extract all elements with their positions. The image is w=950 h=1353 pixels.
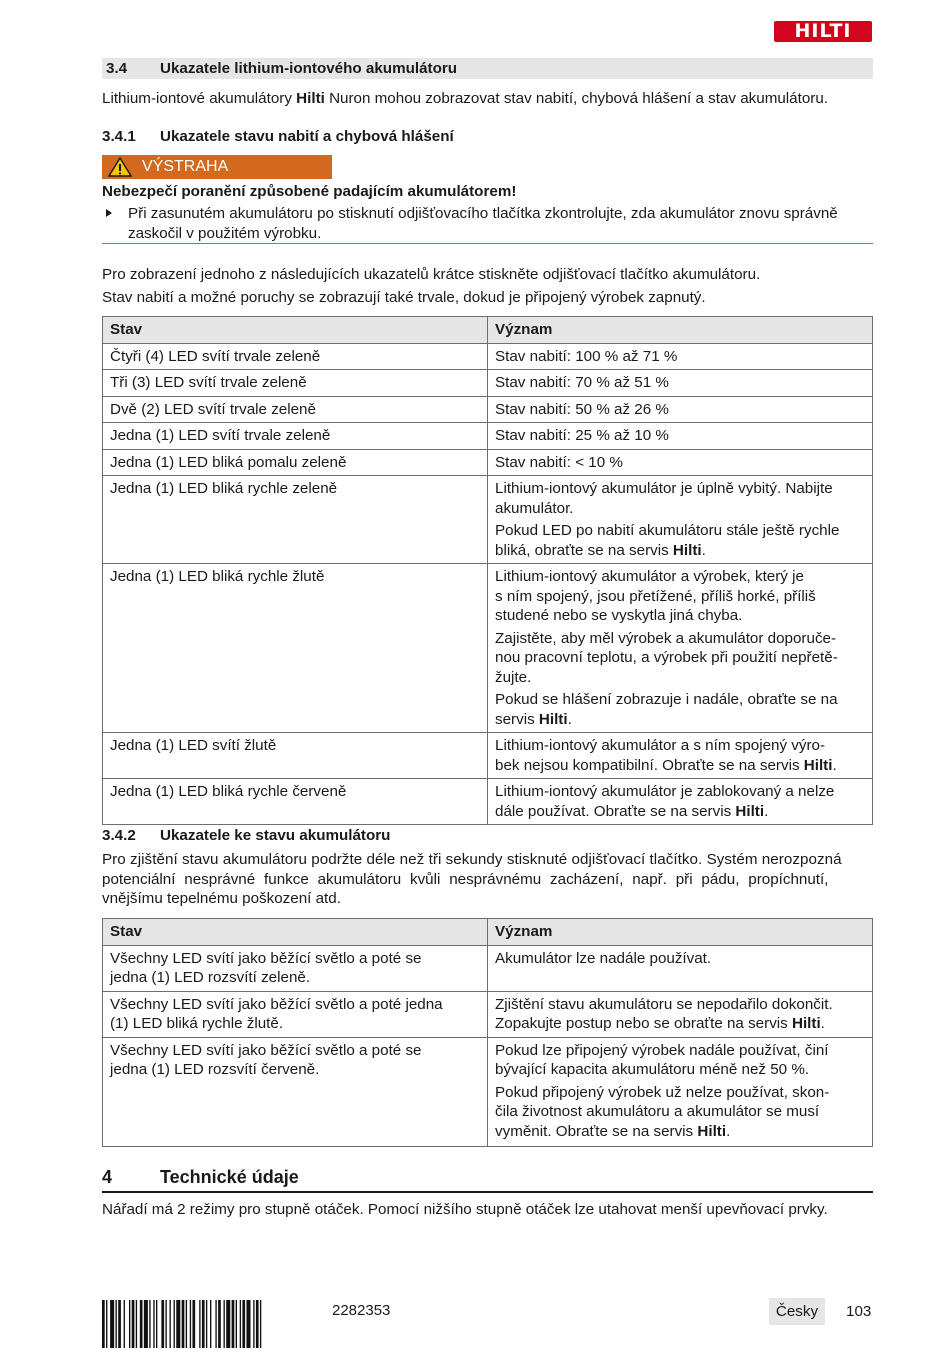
meaning-cell bbox=[488, 733, 873, 779]
meaning-cell bbox=[488, 779, 873, 825]
table-row bbox=[103, 1037, 873, 1147]
charge-state-table bbox=[102, 316, 873, 825]
meaning-line: Zopakujte postup nebo se obraťte na servis bbox=[495, 1015, 792, 1032]
paragraph: Stav nabití a možné poruchy se zobrazují také trvale, dokud je připojený výrobek zapnutý. bbox=[102, 289, 706, 306]
section-title: Technické údaje bbox=[160, 1167, 299, 1187]
table-row bbox=[103, 449, 873, 476]
meaning-cell: Stav nabití: 100 % až 71 % bbox=[488, 343, 873, 370]
paragraph-line: vnějšímu tepelnému poškození atd. bbox=[102, 890, 341, 907]
meaning-cell bbox=[488, 991, 873, 1037]
brand-name: Hilti bbox=[538, 710, 568, 728]
state-cell: Jedna (1) LED svítí trvale zeleně bbox=[103, 423, 488, 450]
meaning-line: akumulátor. bbox=[495, 499, 574, 517]
column-header-state: Stav bbox=[103, 919, 488, 946]
hilti-logo bbox=[774, 21, 872, 42]
meaning-cell bbox=[488, 1037, 873, 1147]
state-cell: Jedna (1) LED bliká rychle červeně bbox=[103, 779, 488, 825]
section-3-4-heading bbox=[102, 58, 873, 79]
meaning-cell: Stav nabití: 70 % až 51 % bbox=[488, 370, 873, 397]
column-header-meaning: Význam bbox=[488, 317, 873, 344]
punctuation: . bbox=[764, 802, 769, 820]
battery-state-table bbox=[102, 918, 873, 1147]
brand-name: Hilti bbox=[803, 756, 833, 774]
meaning-line: dále používat. Obraťte se na servis bbox=[495, 802, 736, 820]
paragraph-line: Pro zjištění stavu akumulátoru podržte déle než tři sekundy stisknuté odjišťovací tlačítko. Systém nerozpozná bbox=[102, 851, 842, 868]
warning-label: VÝSTRAHA bbox=[142, 158, 229, 175]
meaning-line: s ním spojený, jsou přetížené, příliš horké, příliš bbox=[495, 587, 816, 605]
brand-name: Hilti bbox=[791, 1015, 821, 1032]
table-row bbox=[103, 423, 873, 450]
warning-banner bbox=[102, 155, 332, 179]
document-code: 2282353 bbox=[332, 1302, 391, 1319]
punctuation: . bbox=[567, 710, 572, 728]
meaning-cell bbox=[488, 476, 873, 564]
table-row bbox=[103, 396, 873, 423]
warning-divider bbox=[102, 243, 873, 244]
section-number: 4 bbox=[102, 1167, 113, 1187]
warning-bullet bbox=[102, 204, 873, 243]
state-line: Všechny LED svítí jako běžící světlo a poté se bbox=[110, 1041, 422, 1059]
punctuation: . bbox=[832, 756, 837, 774]
section-3-4-1-heading bbox=[102, 127, 873, 147]
table-row bbox=[103, 733, 873, 779]
logo-text: HILTI bbox=[794, 20, 852, 42]
punctuation: . bbox=[701, 541, 706, 559]
table-row bbox=[103, 991, 873, 1037]
state-line: jedna (1) LED rozsvítí červeně. bbox=[110, 1061, 320, 1078]
state-cell: Jedna (1) LED bliká pomalu zeleně bbox=[103, 449, 488, 476]
column-header-state: Stav bbox=[103, 317, 488, 344]
meaning-line: Pokud připojený výrobek už nelze používat, skon- bbox=[495, 1083, 830, 1101]
state-cell: Tři (3) LED svítí trvale zeleně bbox=[103, 370, 488, 397]
section-3-4-2-heading bbox=[102, 826, 873, 846]
meaning-line: bývající kapacita akumulátoru méně než 50 %. bbox=[495, 1061, 810, 1078]
brand-name: Hilti bbox=[296, 90, 325, 107]
meaning-line: Lithium-iontový akumulátor a s ním spojený výro- bbox=[495, 737, 826, 754]
meaning-line: žujte. bbox=[495, 668, 532, 686]
subsection-number: 3.4.1 bbox=[102, 128, 136, 145]
bullet-arrow-icon bbox=[106, 209, 112, 217]
meaning-line: vyměnit. Obraťte se na servis bbox=[495, 1122, 698, 1140]
meaning-cell bbox=[488, 564, 873, 733]
state-cell: Dvě (2) LED svítí trvale zeleně bbox=[103, 396, 488, 423]
state-cell bbox=[103, 1037, 488, 1147]
meaning-cell: Stav nabití: < 10 % bbox=[488, 449, 873, 476]
table-row bbox=[103, 370, 873, 397]
table-header-row bbox=[103, 919, 873, 946]
section-number: 3.4 bbox=[106, 60, 128, 77]
meaning-line: čila životnost akumulátoru a akumulátor se musí bbox=[495, 1103, 820, 1120]
state-cell bbox=[103, 945, 488, 991]
meaning-cell: Stav nabití: 50 % až 26 % bbox=[488, 396, 873, 423]
subsection-number: 3.4.2 bbox=[102, 827, 136, 844]
subsection-title: Ukazatele stavu nabití a chybová hlášení bbox=[160, 128, 454, 145]
warning-bullet-line: zaskočil v použitém výrobku. bbox=[128, 224, 322, 242]
meaning-line: Lithium-iontový akumulátor je úplně vybitý. Nabijte bbox=[495, 480, 833, 497]
section-title: Ukazatele lithium-iontového akumulátoru bbox=[160, 60, 458, 77]
meaning-line: nou pracovní teplotu, a výrobek při použití nepřetě- bbox=[495, 649, 838, 666]
state-line: Všechny LED svítí jako běžící světlo a poté se bbox=[110, 949, 422, 967]
intro-text: Lithium-iontové akumulátory bbox=[102, 90, 297, 107]
page-number: 103 bbox=[846, 1303, 872, 1320]
meaning-line: studené nebo se vyskytla jiná chyba. bbox=[495, 607, 743, 624]
paragraph-line: potenciální nesprávné funkce akumulátoru kvůli nesprávnému zacházení, např. při pádu, propíchnutí, bbox=[102, 870, 829, 888]
meaning-line: Lithium-iontový akumulátor a výrobek, který je bbox=[495, 568, 804, 585]
meaning-line: Pokud lze připojený výrobek nadále používat, činí bbox=[495, 1041, 829, 1059]
meaning-line: bek nejsou kompatibilní. Obraťte se na servis bbox=[495, 756, 804, 774]
warning-triangle-icon bbox=[108, 157, 132, 177]
brand-name: Hilti bbox=[697, 1122, 727, 1140]
state-cell: Jedna (1) LED bliká rychle zeleně bbox=[103, 476, 488, 564]
state-line: (1) LED bliká rychle žlutě. bbox=[110, 1015, 284, 1032]
brand-name: Hilti bbox=[672, 541, 702, 559]
table-row bbox=[103, 476, 873, 564]
state-line: jedna (1) LED rozsvítí zeleně. bbox=[110, 969, 311, 986]
paragraph: Nářadí má 2 režimy pro stupně otáček. Pomocí nižšího stupně otáček lze utahovat menší upevňovací prvky. bbox=[102, 1201, 828, 1218]
meaning-line: Lithium-iontový akumulátor je zablokovaný a nelze bbox=[495, 783, 835, 800]
meaning-line: Pokud se hlášení zobrazuje i nadále, obraťte se na bbox=[495, 691, 838, 708]
section-3-4-intro bbox=[102, 89, 873, 109]
punctuation: . bbox=[820, 1015, 825, 1032]
state-cell: Jedna (1) LED bliká rychle žlutě bbox=[103, 564, 488, 733]
meaning-line: servis bbox=[495, 710, 539, 728]
warning-heading: Nebezpečí poranění způsobené padajícím akumulátorem! bbox=[102, 183, 517, 200]
intro-text-end: Nuron mohou zobrazovat stav nabití, chybová hlášení a stav akumulátoru. bbox=[324, 90, 828, 107]
paragraph bbox=[102, 850, 873, 909]
state-cell bbox=[103, 991, 488, 1037]
brand-name: Hilti bbox=[735, 802, 765, 820]
section-4-heading bbox=[102, 1166, 873, 1193]
warning-bullet-line: Při zasunutém akumulátoru po stisknutí odjišťovacího tlačítka zkontrolujte, zda akumulátor znovu správně bbox=[128, 205, 838, 222]
table-row bbox=[103, 564, 873, 733]
subsection-title: Ukazatele ke stavu akumulátoru bbox=[160, 827, 391, 844]
table-row bbox=[103, 945, 873, 991]
meaning-cell: Stav nabití: 25 % až 10 % bbox=[488, 423, 873, 450]
column-header-meaning: Význam bbox=[488, 919, 873, 946]
state-line: Všechny LED svítí jako běžící světlo a poté jedna bbox=[110, 995, 443, 1013]
table-row bbox=[103, 343, 873, 370]
meaning-line: bliká, obraťte se na servis bbox=[495, 541, 673, 559]
state-cell: Jedna (1) LED svítí žlutě bbox=[103, 733, 488, 779]
barcode-icon bbox=[102, 1300, 318, 1348]
table-header-row bbox=[103, 317, 873, 344]
language-label: Česky bbox=[769, 1298, 825, 1325]
state-cell: Čtyři (4) LED svítí trvale zeleně bbox=[103, 343, 488, 370]
paragraph: Pro zobrazení jednoho z následujících ukazatelů krátce stiskněte odjišťovací tlačítko akumulátoru. bbox=[102, 266, 761, 283]
meaning-line: Pokud LED po nabití akumulátoru stále ještě rychle bbox=[495, 522, 840, 539]
meaning-cell: Akumulátor lze nadále používat. bbox=[488, 945, 873, 991]
meaning-line: Zajistěte, aby měl výrobek a akumulátor doporuče- bbox=[495, 629, 837, 647]
punctuation: . bbox=[726, 1122, 731, 1140]
meaning-line: Zjištění stavu akumulátoru se nepodařilo dokončit. bbox=[495, 995, 833, 1013]
table-row bbox=[103, 779, 873, 825]
